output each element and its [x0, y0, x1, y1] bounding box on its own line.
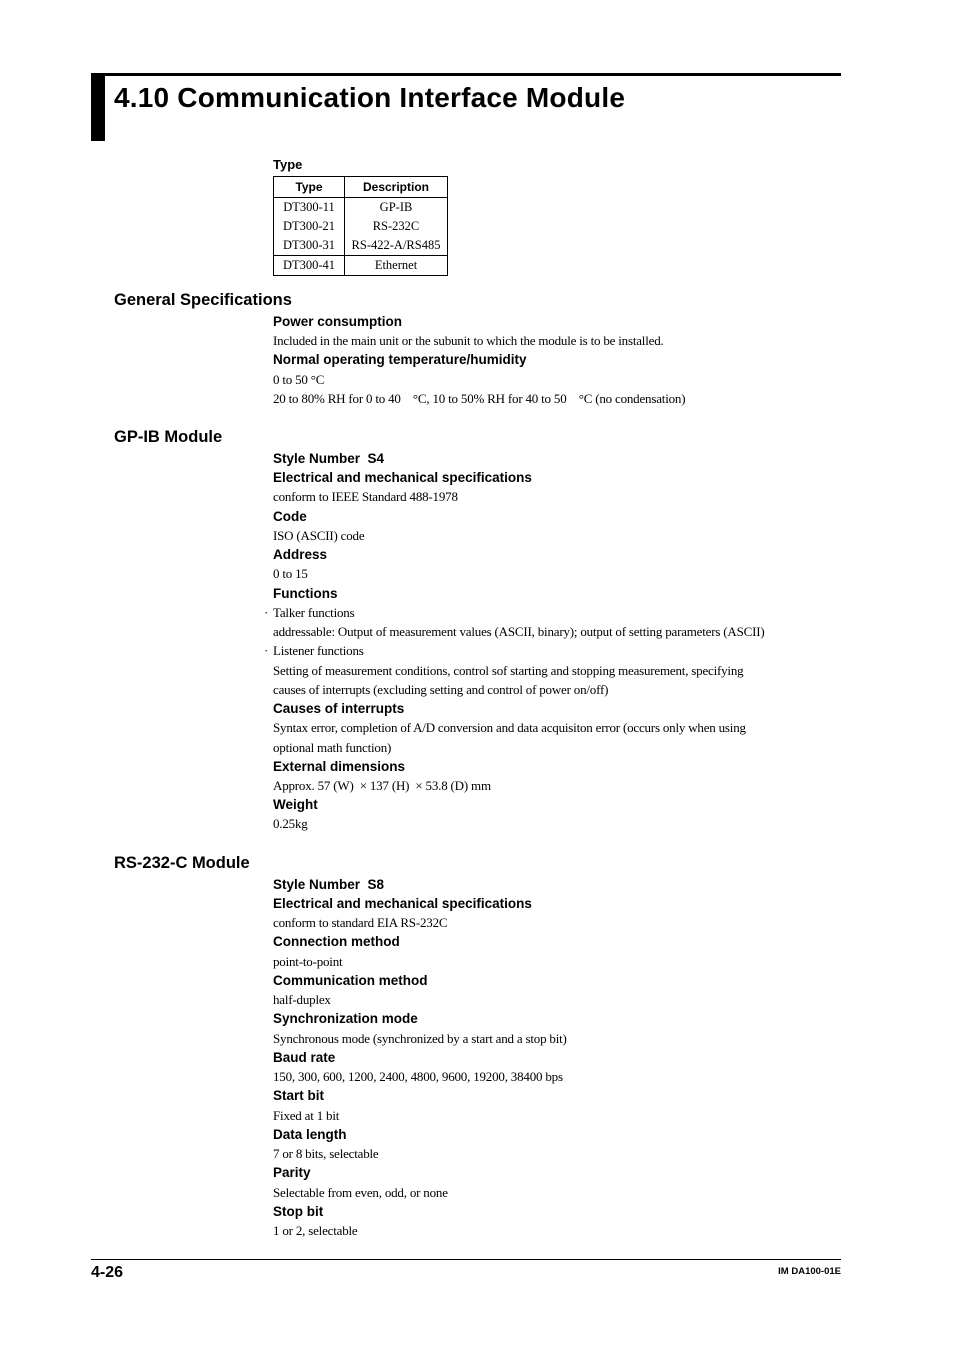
rs232-stop-bit-label: Stop bit — [273, 1204, 324, 1219]
type-cell: DT300-21 — [274, 217, 345, 236]
rs232-stop-bit-text: 1 or 2, selectable — [273, 1223, 358, 1238]
type-table-header-description: Description — [345, 177, 448, 198]
rs232-electrical-label: Electrical and mechanical specifications — [273, 896, 532, 911]
gpib-style-number: Style Number S4 — [273, 451, 385, 466]
bullet-icon: · — [264, 605, 269, 620]
title-bar-decoration — [91, 73, 105, 141]
description-cell: RS-232C — [345, 217, 448, 236]
gpib-causes-text-line1: Syntax error, completion of A/D conversion and data acquisiton error (occurs only when using — [273, 720, 746, 735]
title-rule — [105, 73, 841, 76]
rs232-start-bit-label: Start bit — [273, 1088, 325, 1103]
rs232-start-bit-text: Fixed at 1 bit — [273, 1108, 340, 1123]
document-id: IM DA100-01E — [778, 1266, 841, 1277]
gpib-talker-text: addressable: Output of measurement values (ASCII, binary); output of setting parameters (ASCII) — [273, 624, 765, 639]
power-consumption-label: Power consumption — [273, 314, 403, 329]
description-cell: Ethernet — [345, 256, 448, 276]
general-specifications-heading: General Specifications — [114, 291, 292, 309]
gpib-electrical-label: Electrical and mechanical specifications — [273, 470, 532, 485]
page-number: 4-26 — [91, 1264, 124, 1281]
rs232-electrical-text: conform to standard EIA RS-232C — [273, 915, 448, 930]
gpib-weight-label: Weight — [273, 797, 318, 812]
description-cell: RS-422-A/RS485 — [345, 236, 448, 256]
rs232-connection-label: Connection method — [273, 934, 400, 949]
gpib-causes-label: Causes of interrupts — [273, 701, 405, 716]
page-title: 4.10 Communication Interface Module — [114, 82, 626, 113]
rs232-style-number: Style Number S8 — [273, 877, 385, 892]
rs232-sync-text: Synchronous mode (synchronized by a start and a stop bit) — [273, 1031, 567, 1046]
rs232-connection-text: point-to-point — [273, 954, 343, 969]
rs232-parity-text: Selectable from even, odd, or none — [273, 1185, 448, 1200]
description-cell: GP-IB — [345, 198, 448, 218]
gpib-module-heading: GP-IB Module — [114, 428, 223, 446]
rs232-communication-text: half-duplex — [273, 992, 331, 1007]
type-section-label: Type — [273, 157, 303, 172]
gpib-code-text: ISO (ASCII) code — [273, 528, 365, 543]
bullet-icon: · — [264, 643, 269, 658]
operating-temperature-label: Normal operating temperature/humidity — [273, 352, 527, 367]
gpib-listener-text-line1: Setting of measurement conditions, control sof starting and stopping measurement, specifying — [273, 663, 744, 678]
gpib-causes-text-line2: optional math function) — [273, 740, 392, 755]
rs232-communication-label: Communication method — [273, 973, 428, 988]
gpib-code-label: Code — [273, 509, 307, 524]
gpib-listener-functions: Listener functions — [273, 643, 364, 658]
rs232-data-length-text: 7 or 8 bits, selectable — [273, 1146, 379, 1161]
gpib-dimensions-label: External dimensions — [273, 759, 406, 774]
rs232-baud-label: Baud rate — [273, 1050, 336, 1065]
power-consumption-text: Included in the main unit or the subunit to which the module is to be installed. — [273, 333, 664, 348]
rs232-sync-label: Synchronization mode — [273, 1011, 418, 1026]
rs232-data-length-label: Data length — [273, 1127, 347, 1142]
footer-rule — [91, 1259, 841, 1260]
gpib-listener-text-line2: causes of interrupts (excluding setting and control of power on/off) — [273, 682, 609, 697]
type-table-header-type: Type — [274, 177, 345, 198]
table-row — [274, 236, 448, 256]
type-cell: DT300-31 — [274, 236, 345, 256]
gpib-weight-text: 0.25kg — [273, 816, 308, 831]
type-cell: DT300-41 — [274, 256, 345, 276]
gpib-dimensions-text: Approx. 57 (W) × 137 (H) × 53.8 (D) mm — [273, 778, 491, 793]
rs232-module-heading: RS-232-C Module — [114, 854, 250, 872]
gpib-talker-functions: Talker functions — [273, 605, 355, 620]
table-row — [274, 198, 448, 218]
rs232-parity-label: Parity — [273, 1165, 311, 1180]
operating-humidity-text: 20 to 80% RH for 0 to 40 °C, 10 to 50% RH for 40 to 50 °C (no condensation) — [273, 391, 686, 406]
type-cell: DT300-11 — [274, 198, 345, 218]
table-row — [274, 256, 448, 276]
gpib-address-label: Address — [273, 547, 328, 562]
rs232-baud-text: 150, 300, 600, 1200, 2400, 4800, 9600, 19200, 38400 bps — [273, 1069, 563, 1084]
operating-temperature-text: 0 to 50 °C — [273, 372, 325, 387]
type-table — [273, 176, 448, 276]
gpib-electrical-text: conform to IEEE Standard 488-1978 — [273, 489, 458, 504]
table-row — [274, 217, 448, 236]
gpib-address-text: 0 to 15 — [273, 566, 308, 581]
gpib-functions-label: Functions — [273, 586, 338, 601]
